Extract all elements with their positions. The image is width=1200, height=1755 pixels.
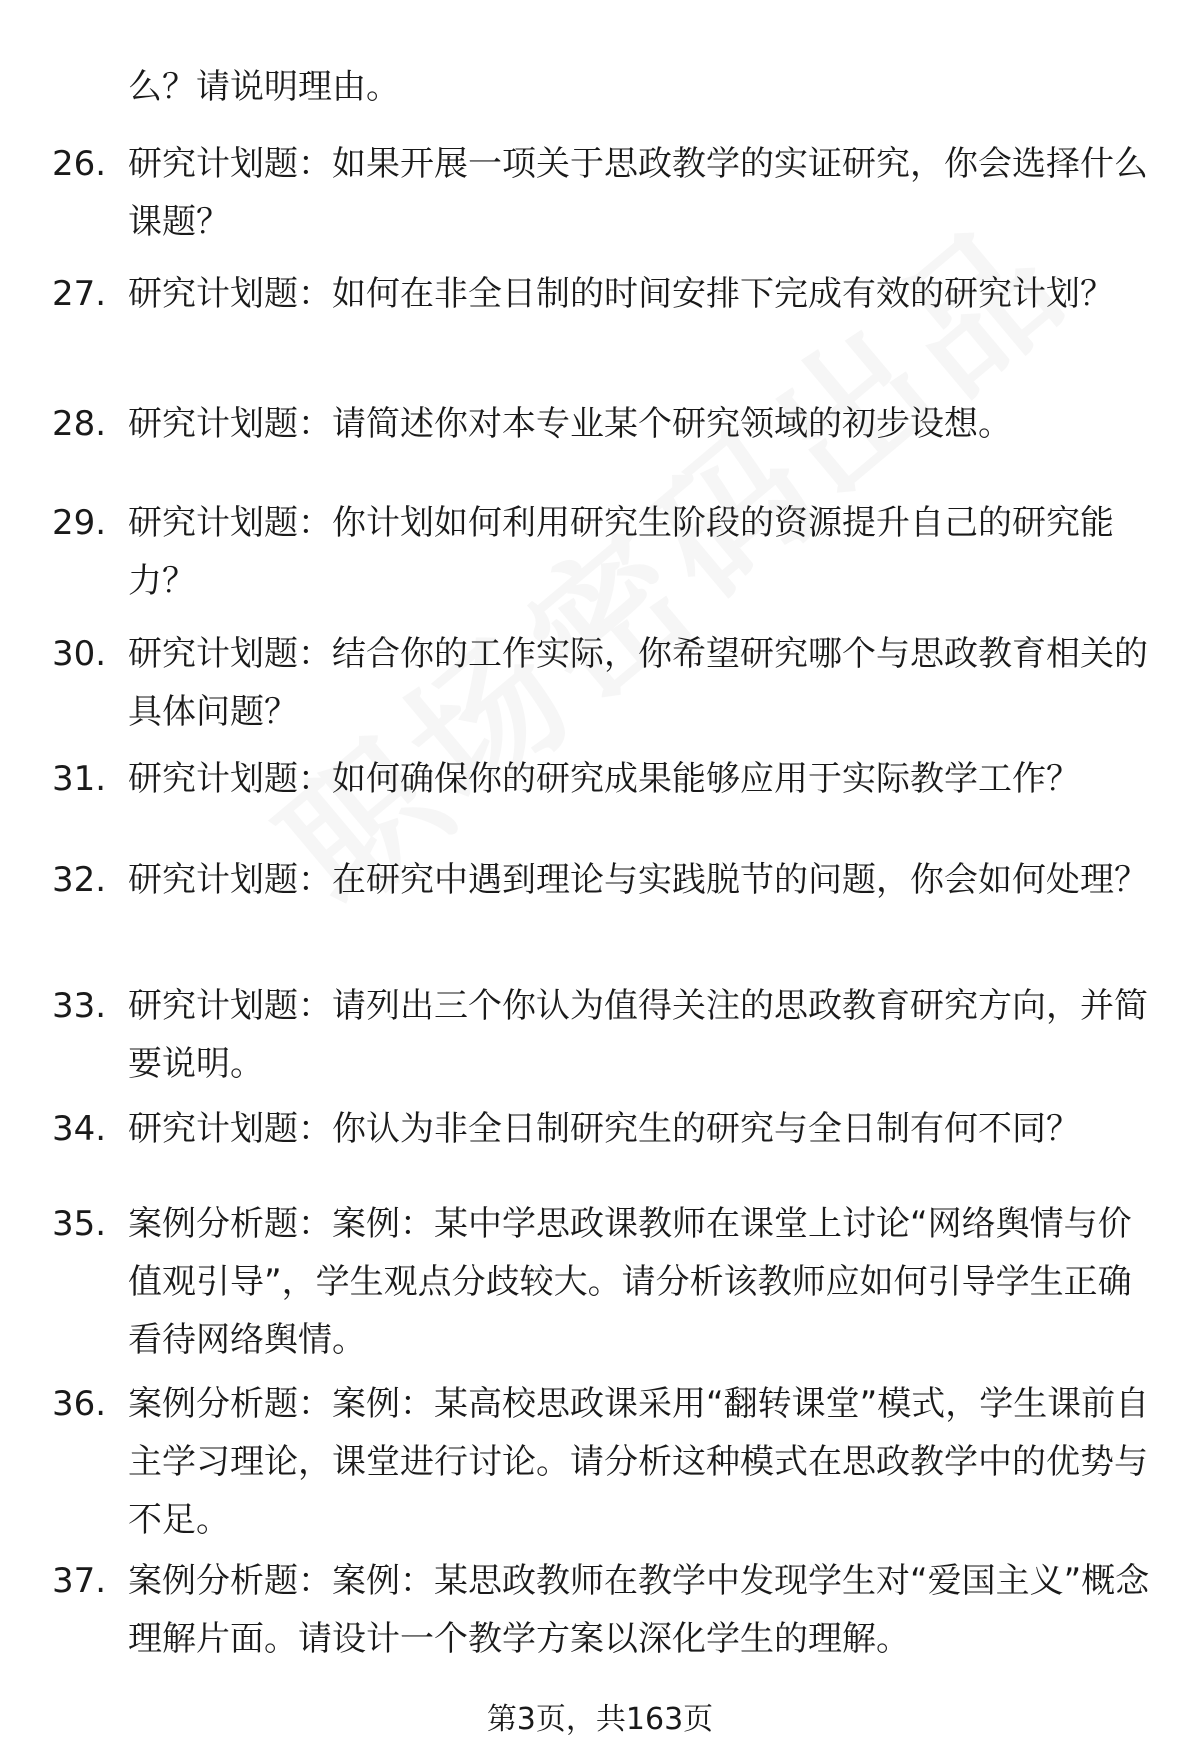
question-number: 28.	[52, 404, 107, 444]
question-number: 31.	[52, 759, 107, 799]
question-number: 30.	[52, 634, 107, 674]
question-text: 案例分析题：案例：某中学思政课教师在课堂上讨论“网络舆情与价值观引导”，学生观点分歧较大。请分析该教师应如何引导学生正确看待网络舆情。	[128, 1204, 1132, 1360]
question-text: 案例分析题：案例：某思政教师在教学中发现学生对“爱国主义”概念理解片面。请设计一个教学方案以深化学生的理解。	[128, 1561, 1150, 1659]
question-text: 研究计划题：请简述你对本专业某个研究领域的初步设想。	[128, 404, 1012, 444]
question-number: 29.	[52, 503, 107, 543]
question-text: 研究计划题：请列出三个你认为值得关注的思政教育研究方向，并简要说明。	[128, 986, 1148, 1084]
continuation-text: 么？请说明理由。	[128, 67, 400, 107]
question-text: 研究计划题：你认为非全日制研究生的研究与全日制有何不同？	[128, 1109, 1080, 1149]
question-number: 35.	[52, 1204, 107, 1244]
question-number: 36.	[52, 1384, 107, 1424]
question-text: 研究计划题：如何在非全日制的时间安排下完成有效的研究计划？	[128, 274, 1114, 314]
question-number: 26.	[52, 144, 107, 184]
question-number: 33.	[52, 986, 107, 1026]
question-number: 27.	[52, 274, 107, 314]
question-text: 研究计划题：在研究中遇到理论与实践脱节的问题，你会如何处理？	[128, 860, 1148, 900]
question-number: 34.	[52, 1109, 107, 1149]
question-text: 案例分析题：案例：某高校思政课采用“翻转课堂”模式，学生课前自主学习理论，课堂进行讨论。请分析这种模式在思政教学中的优势与不足。	[128, 1384, 1150, 1540]
question-number: 32.	[52, 860, 107, 900]
question-text: 研究计划题：结合你的工作实际，你希望研究哪个与思政教育相关的具体问题？	[128, 634, 1148, 732]
page-footer: 第3页，共163页	[486, 1702, 714, 1737]
question-number: 37.	[52, 1561, 107, 1601]
question-text: 研究计划题：如何确保你的研究成果能够应用于实际教学工作？	[128, 759, 1080, 799]
question-text: 研究计划题：你计划如何利用研究生阶段的资源提升自己的研究能力？	[128, 503, 1114, 601]
question-text: 研究计划题：如果开展一项关于思政教学的实证研究，你会选择什么课题？	[128, 144, 1148, 242]
